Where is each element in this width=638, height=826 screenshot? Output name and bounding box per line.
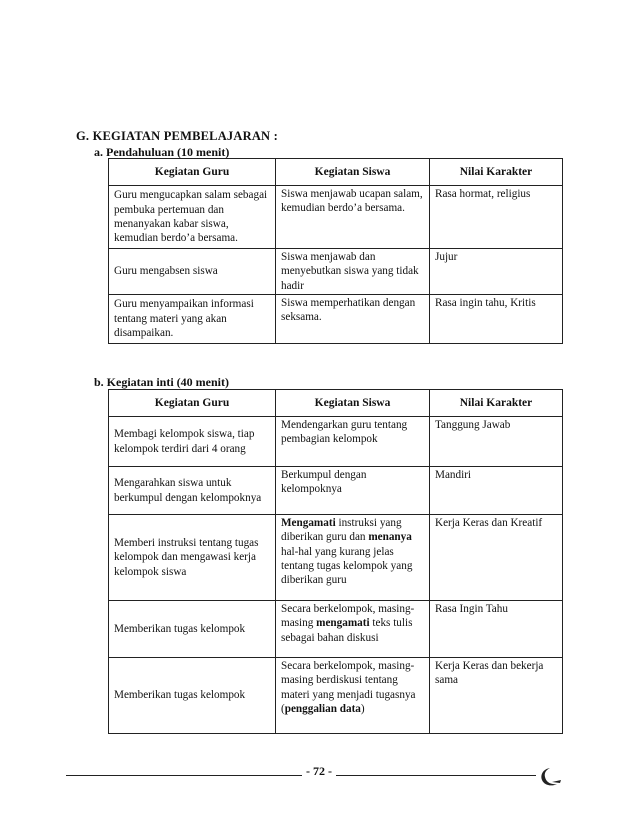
guru-cell: Memberikan tugas kelompok <box>109 601 276 658</box>
guru-cell: Memberikan tugas kelompok <box>109 658 276 734</box>
table-header-row <box>109 159 563 186</box>
table-row <box>109 601 563 658</box>
guru-cell: Guru menyampaikan informasi tentang materi yang akan disampaikan. <box>109 294 276 343</box>
header-kegiatan-siswa: Kegiatan Siswa <box>276 159 430 186</box>
siswa-text: hal-hal yang kurang jelas tentang tugas kelompok yang diberikan guru <box>281 545 413 587</box>
siswa-cell <box>276 601 430 658</box>
nilai-cell: Rasa hormat, religius <box>430 186 563 249</box>
table-row <box>109 467 563 515</box>
siswa-bold-text: menanya <box>368 531 412 544</box>
header-kegiatan-guru: Kegiatan Guru <box>109 159 276 186</box>
siswa-bold-text: Mengamati <box>281 517 336 529</box>
guru-cell: Guru mengucapkan salam sebagai pembuka pertemuan dan menanyakan kabar siswa, kemudian berdo’a bersama. <box>109 186 276 249</box>
header-nilai-karakter: Nilai Karakter <box>430 390 563 417</box>
table-row <box>109 417 563 467</box>
guru-cell: Memberi instruksi tentang tugas kelompok dan mengawasi kerja kelompok siswa <box>109 515 276 601</box>
header-kegiatan-guru: Kegiatan Guru <box>109 390 276 417</box>
siswa-cell: Berkumpul dengan kelompoknya <box>276 467 430 515</box>
guru-cell: Membagi kelompok siswa, tiap kelompok terdiri dari 4 orang <box>109 417 276 467</box>
table-row <box>109 249 563 295</box>
siswa-text: instruksi yang diberikan guru dan <box>281 517 402 544</box>
nilai-cell: Kerja Keras dan bekerja sama <box>430 658 563 734</box>
siswa-text: Secara berkelompok, masing-masing berdiskusi tentang materi yang menjadi tugasnya ( <box>281 660 416 715</box>
guru-cell: Mengarahkan siswa untuk berkumpul dengan kelompoknya <box>109 467 276 515</box>
siswa-cell <box>276 515 430 601</box>
siswa-cell <box>276 658 430 734</box>
siswa-cell: Siswa memperhatikan dengan seksama. <box>276 294 430 343</box>
table-header-row <box>109 390 563 417</box>
pendahuluan-title: a. Pendahuluan (10 menit) <box>94 145 230 159</box>
page-number: - 72 - <box>0 764 638 779</box>
nilai-cell: Rasa ingin tahu, Kritis <box>430 294 563 343</box>
siswa-bold-text: penggalian data <box>284 702 361 715</box>
siswa-text: ) <box>360 702 365 715</box>
nilai-cell: Kerja Keras dan Kreatif <box>430 515 563 601</box>
table-row <box>109 658 563 734</box>
section-title: G. KEGIATAN PEMBELAJARAN : <box>76 129 278 143</box>
pendahuluan-table <box>108 158 563 344</box>
table-row <box>109 186 563 249</box>
inti-table <box>108 389 563 734</box>
nilai-cell: Rasa Ingin Tahu <box>430 601 563 658</box>
table-row <box>109 515 563 601</box>
header-kegiatan-siswa: Kegiatan Siswa <box>276 390 430 417</box>
inti-title: b. Kegiatan inti (40 menit) <box>94 375 229 389</box>
nilai-cell: Tanggung Jawab <box>430 417 563 467</box>
siswa-cell: Siswa menjawab dan menyebutkan siswa yang tidak hadir <box>276 249 430 295</box>
siswa-cell: Siswa menjawab ucapan salam, kemudian berdo’a bersama. <box>276 186 430 249</box>
crescent-logo-icon <box>537 766 563 788</box>
guru-cell: Guru mengabsen siswa <box>109 249 276 295</box>
siswa-cell: Mendengarkan guru tentang pembagian kelompok <box>276 417 430 467</box>
nilai-cell: Mandiri <box>430 467 563 515</box>
siswa-text: Secara berkelompok, masing-masing <box>281 603 415 630</box>
table-row <box>109 294 563 343</box>
siswa-text: teks tulis sebagai bahan diskusi <box>281 617 413 644</box>
header-nilai-karakter: Nilai Karakter <box>430 159 563 186</box>
nilai-cell: Jujur <box>430 249 563 295</box>
siswa-bold-text: mengamati <box>316 617 370 630</box>
